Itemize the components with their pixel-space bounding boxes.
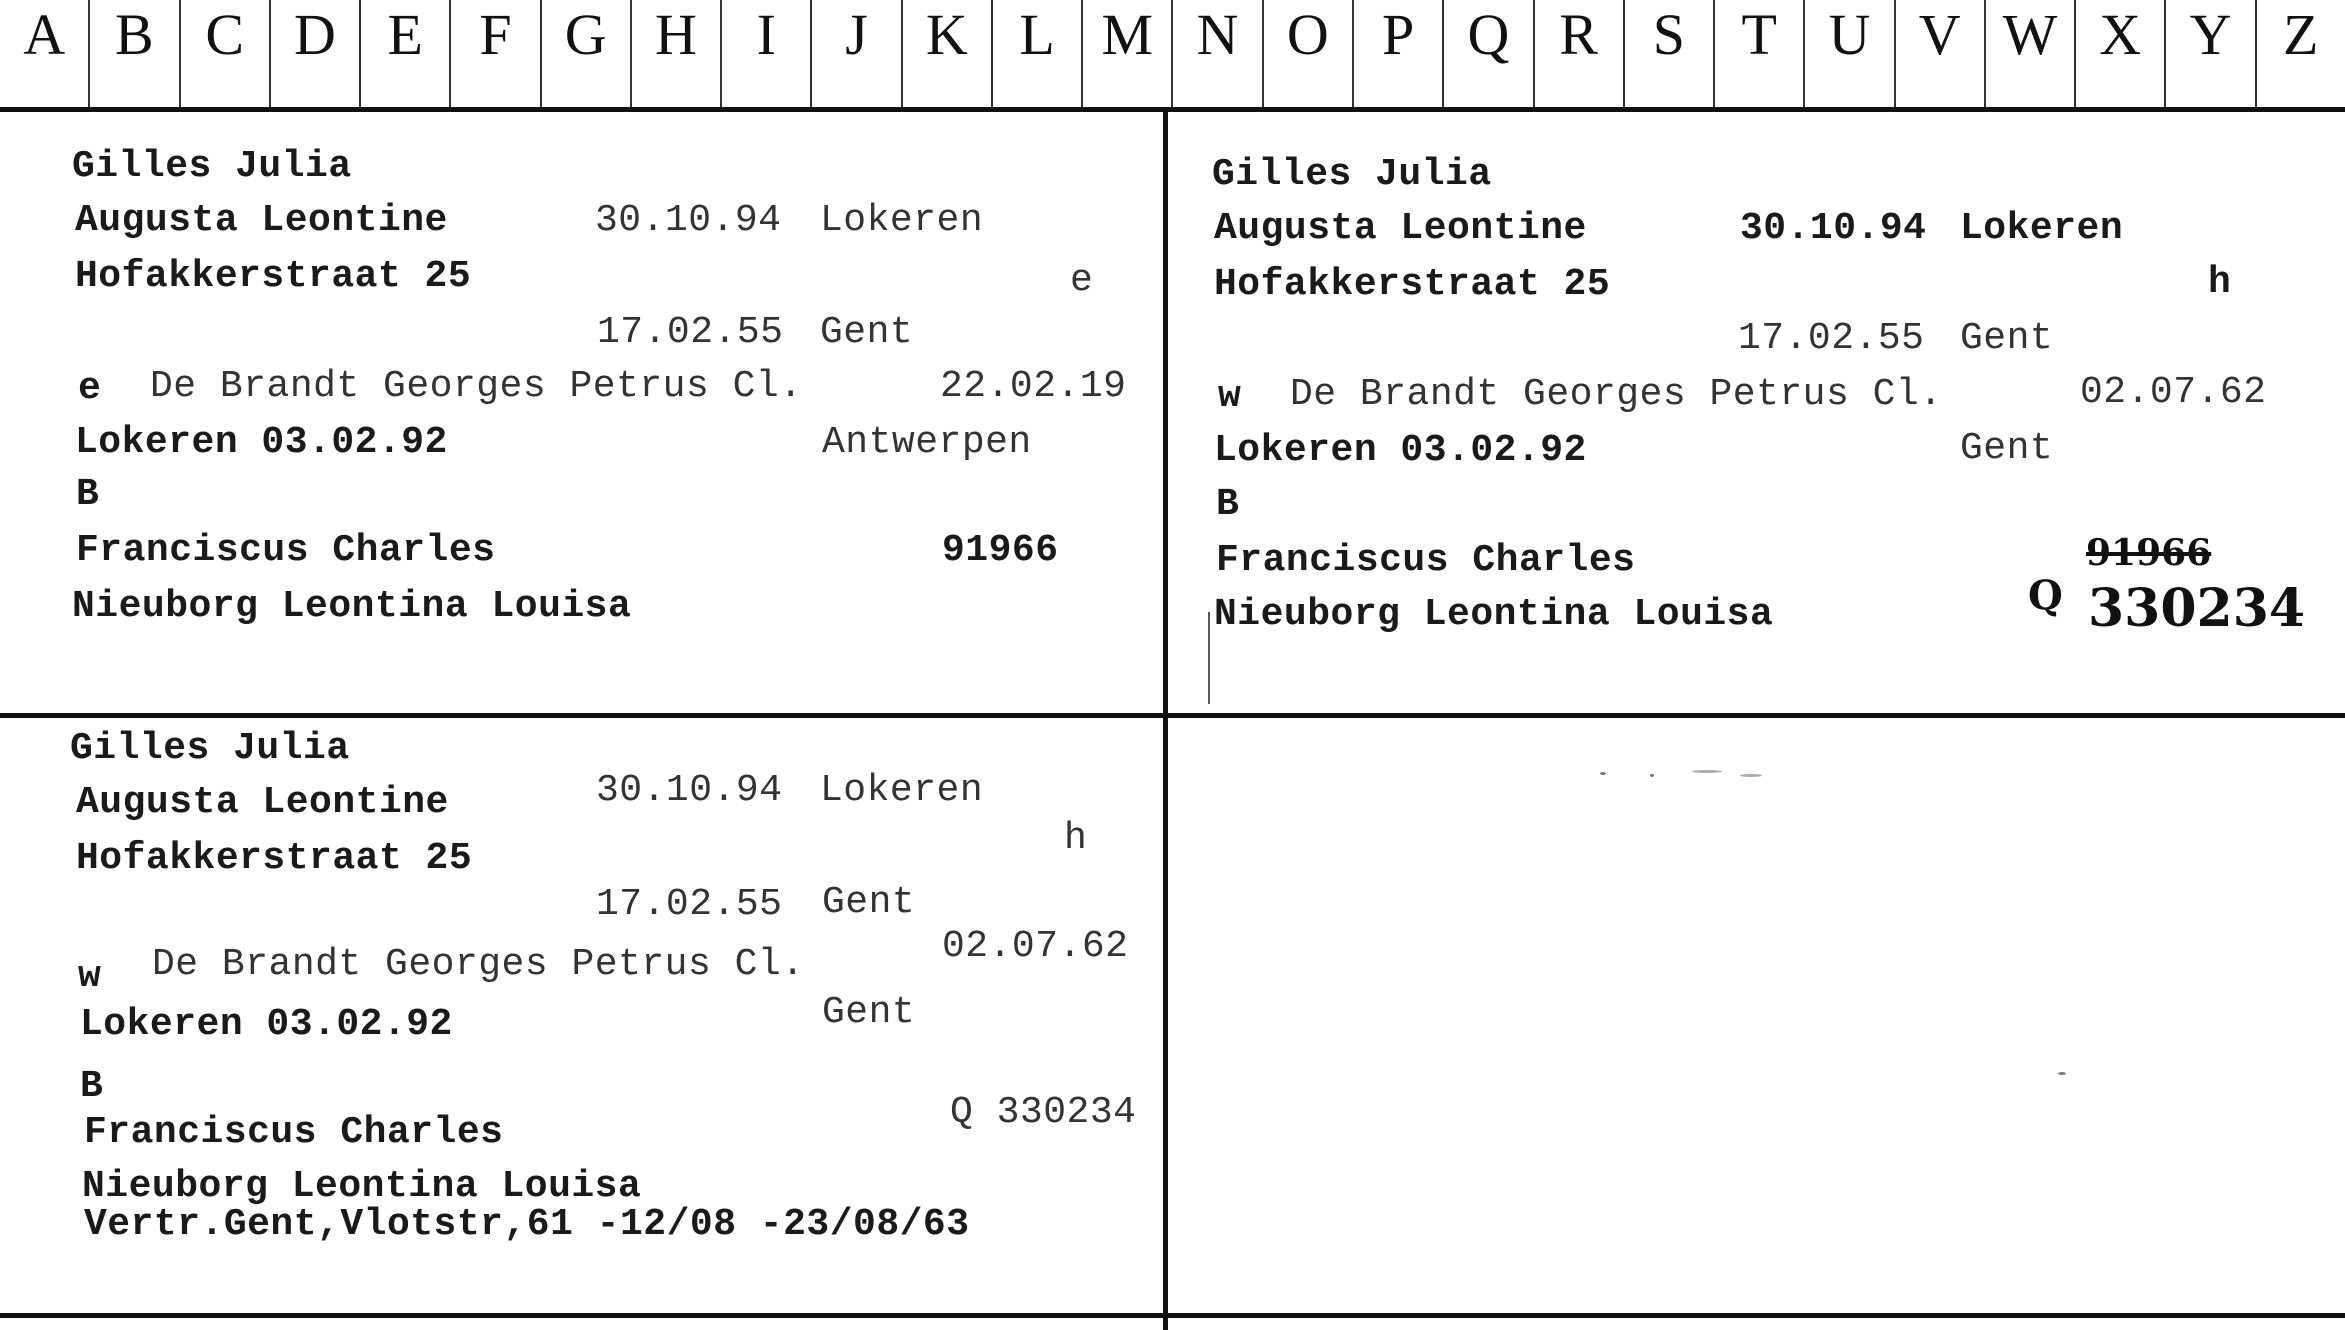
alphabet-index <box>0 0 2345 112</box>
index-letter-b: B <box>90 0 180 107</box>
card-spouse-code: w <box>1218 375 1242 418</box>
index-letter-e: E <box>361 0 451 107</box>
card-mother: Nieuborg Leontina Louisa <box>72 585 632 628</box>
card-marker: h <box>2208 261 2232 304</box>
card-spouse-date: 02.07.62 <box>2080 371 2267 414</box>
index-letter-h: H <box>632 0 722 107</box>
index-letter-x: X <box>2076 0 2166 107</box>
card-spouse-place: Gent <box>822 991 916 1034</box>
index-letter-c: C <box>181 0 271 107</box>
index-letter-q: Q <box>1444 0 1534 107</box>
card-birth-place: Lokeren <box>820 769 984 812</box>
card-spouse-place: Antwerpen <box>822 421 1032 464</box>
scan-speck <box>1650 774 1654 777</box>
index-letter-r: R <box>1535 0 1625 107</box>
card-b: B <box>80 1065 104 1108</box>
card-name: Gilles Julia <box>70 727 350 770</box>
index-letter-u: U <box>1805 0 1895 107</box>
card-birth-date: 30.10.94 <box>1740 207 1927 250</box>
card-father: Franciscus Charles <box>76 529 496 572</box>
index-letter-j: J <box>812 0 902 107</box>
card-b: B <box>1216 483 1240 526</box>
card-name: Gilles Julia <box>1212 153 1492 196</box>
index-letter-m: M <box>1083 0 1173 107</box>
index-letter-l: L <box>993 0 1083 107</box>
card-death-date: 17.02.55 <box>1738 317 1925 360</box>
card-death-date: 17.02.55 <box>596 883 783 926</box>
card-marker: h <box>1064 817 1088 860</box>
card-death-place: Gent <box>1960 317 2054 360</box>
card-spouse: De Brandt Georges Petrus Cl. <box>1290 373 1943 416</box>
card-marker: e <box>1070 259 1094 302</box>
card-spouse-code: w <box>78 955 102 998</box>
index-letter-o: O <box>1264 0 1354 107</box>
index-letter-a: A <box>0 0 90 107</box>
card-number: Q 330234 <box>950 1091 1137 1134</box>
card-death-place: Gent <box>820 311 914 354</box>
card-note: Vertr.Gent,Vlotstr,61 -12/08 -23/08/63 <box>84 1203 970 1246</box>
scan-speck <box>1692 770 1722 773</box>
card-mother: Nieuborg Leontina Louisa <box>1214 593 1774 636</box>
card-spouse-date: 22.02.19 <box>940 365 1127 408</box>
card-given-names: Augusta Leontine <box>76 781 449 824</box>
card-b: B <box>76 473 100 516</box>
card-birth-place: Lokeren <box>820 199 984 242</box>
card-spouse-line2: Lokeren 03.02.92 <box>1214 429 1587 472</box>
card-given-names: Augusta Leontine <box>75 199 448 242</box>
card-mother: Nieuborg Leontina Louisa <box>82 1165 642 1208</box>
card-address: Hofakkerstraat 25 <box>1214 263 1611 306</box>
card-spouse-place: Gent <box>1960 427 2054 470</box>
horizontal-divider-middle <box>0 713 2345 718</box>
index-letter-t: T <box>1715 0 1805 107</box>
index-letter-p: P <box>1354 0 1444 107</box>
card-address: Hofakkerstraat 25 <box>75 255 472 298</box>
card-death-place: Gent <box>822 881 916 924</box>
card-number: 330234 <box>2088 578 2306 639</box>
index-letter-s: S <box>1625 0 1715 107</box>
card-name: Gilles Julia <box>72 145 352 188</box>
scan-speck <box>1740 774 1762 777</box>
card-father: Franciscus Charles <box>84 1111 504 1154</box>
index-letter-k: K <box>903 0 993 107</box>
index-letter-w: W <box>1986 0 2076 107</box>
card-spouse-line2: Lokeren 03.02.92 <box>80 1003 453 1046</box>
card-death-date: 17.02.55 <box>597 311 784 354</box>
card-birth-place: Lokeren <box>1960 207 2124 250</box>
index-letter-g: G <box>542 0 632 107</box>
card-address: Hofakkerstraat 25 <box>76 837 473 880</box>
card-number: 91966 <box>942 529 1059 572</box>
card-old-number: 91966 <box>2086 532 2212 574</box>
index-letter-i: I <box>722 0 812 107</box>
card-birth-date: 30.10.94 <box>596 769 783 812</box>
index-letter-f: F <box>451 0 541 107</box>
card-spouse-line2: Lokeren 03.02.92 <box>75 421 448 464</box>
scan-speck <box>1600 772 1606 775</box>
index-letter-d: D <box>271 0 361 107</box>
card-spouse: De Brandt Georges Petrus Cl. <box>152 943 805 986</box>
index-letter-n: N <box>1173 0 1263 107</box>
index-letter-v: V <box>1896 0 1986 107</box>
index-letter-y: Y <box>2166 0 2256 107</box>
scan-speck <box>2058 1072 2066 1075</box>
index-letter-z: Z <box>2283 2 2319 67</box>
scan-mark <box>1208 612 1210 704</box>
card-spouse: De Brandt Georges Petrus Cl. <box>150 365 803 408</box>
horizontal-divider-bottom <box>0 1313 2345 1318</box>
card-given-names: Augusta Leontine <box>1214 207 1587 250</box>
vertical-divider <box>1163 112 1168 1330</box>
card-spouse-code: e <box>78 367 102 410</box>
card-spouse-date: 02.07.62 <box>942 925 1129 968</box>
card-q: Q <box>2028 572 2063 619</box>
card-father: Franciscus Charles <box>1216 539 1636 582</box>
card-birth-date: 30.10.94 <box>595 199 782 242</box>
